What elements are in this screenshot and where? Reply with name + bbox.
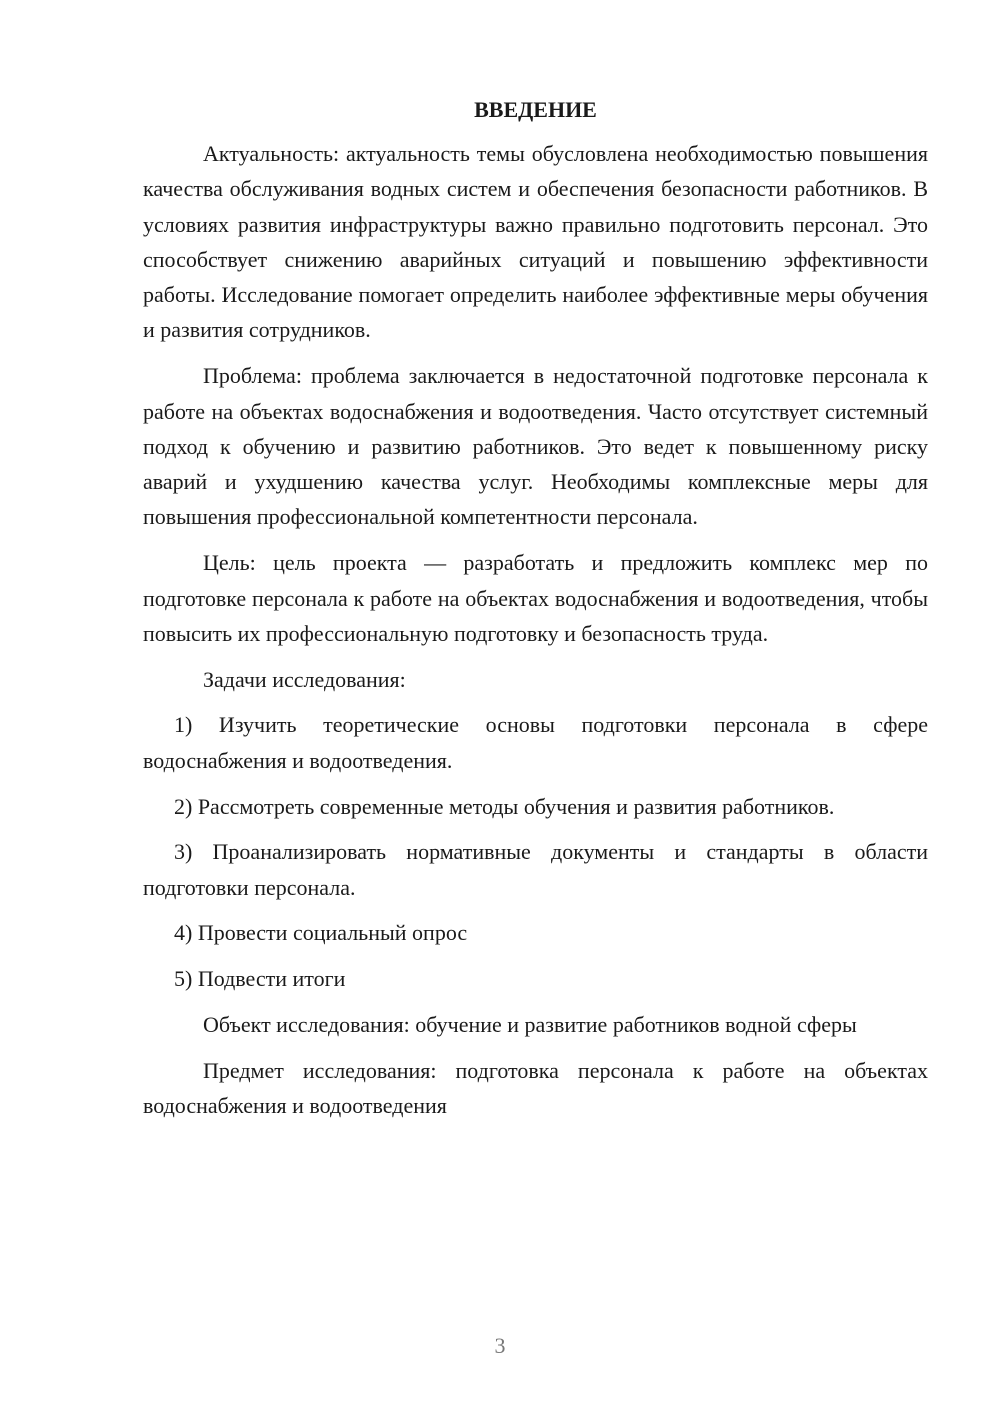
subject-paragraph: Предмет исследования: подготовка персонала к работе на объектах водоснабжения и водоотведения xyxy=(143,1057,928,1119)
task-item-4: 4) Провести социальный опрос xyxy=(174,920,468,946)
task-item-1: 1) Изучить теоретические основы подготовки персонала в сфере водоснабжения и водоотведения. xyxy=(143,712,928,773)
document-page xyxy=(143,92,928,1134)
task-item-3: 3) Проанализировать нормативные документы и стандарты в области подготовки персонала. xyxy=(143,839,928,900)
goal-paragraph: Цель: цель проекта — разработать и предложить комплекс мер по подготовке персонала к работе на объектах водоснабжения и водоотведения, чтобы повысить их профессиональную подготовку и безопасность труда. xyxy=(143,550,928,646)
tasks-heading: Задачи исследования: xyxy=(203,666,406,692)
problem-paragraph: Проблема: проблема заключается в недостаточной подготовке персонала к работе на объектах водоснабжения и водоотведения. Часто отсутствует системный подход к обучению и развитию работников. Это ведет к повышенному риску аварий и ухудшению качества услуг. Необходимы комплексные меры для повышения профессиональной компетентности персонала. xyxy=(143,363,928,530)
page-number: 3 xyxy=(494,1333,506,1358)
page-title: ВВЕДЕНИЕ xyxy=(474,97,597,122)
task-item-5: 5) Подвести итоги xyxy=(174,966,346,992)
task-item-2: 2) Рассмотреть современные методы обучения и развития работников. xyxy=(174,793,835,819)
relevance-paragraph: Актуальность: актуальность темы обусловлена необходимостью повышения качества обслуживания водных систем и обеспечения безопасности работников. В условиях развития инфраструктуры важно правильно подготовить персонал. Это способствует снижению аварийных ситуаций и повышению эффективности работы. Исследование помогает определить наиболее эффективные меры обучения и развития сотрудников. xyxy=(143,141,928,343)
object-paragraph: Объект исследования: обучение и развитие работников водной сферы xyxy=(203,1012,857,1038)
